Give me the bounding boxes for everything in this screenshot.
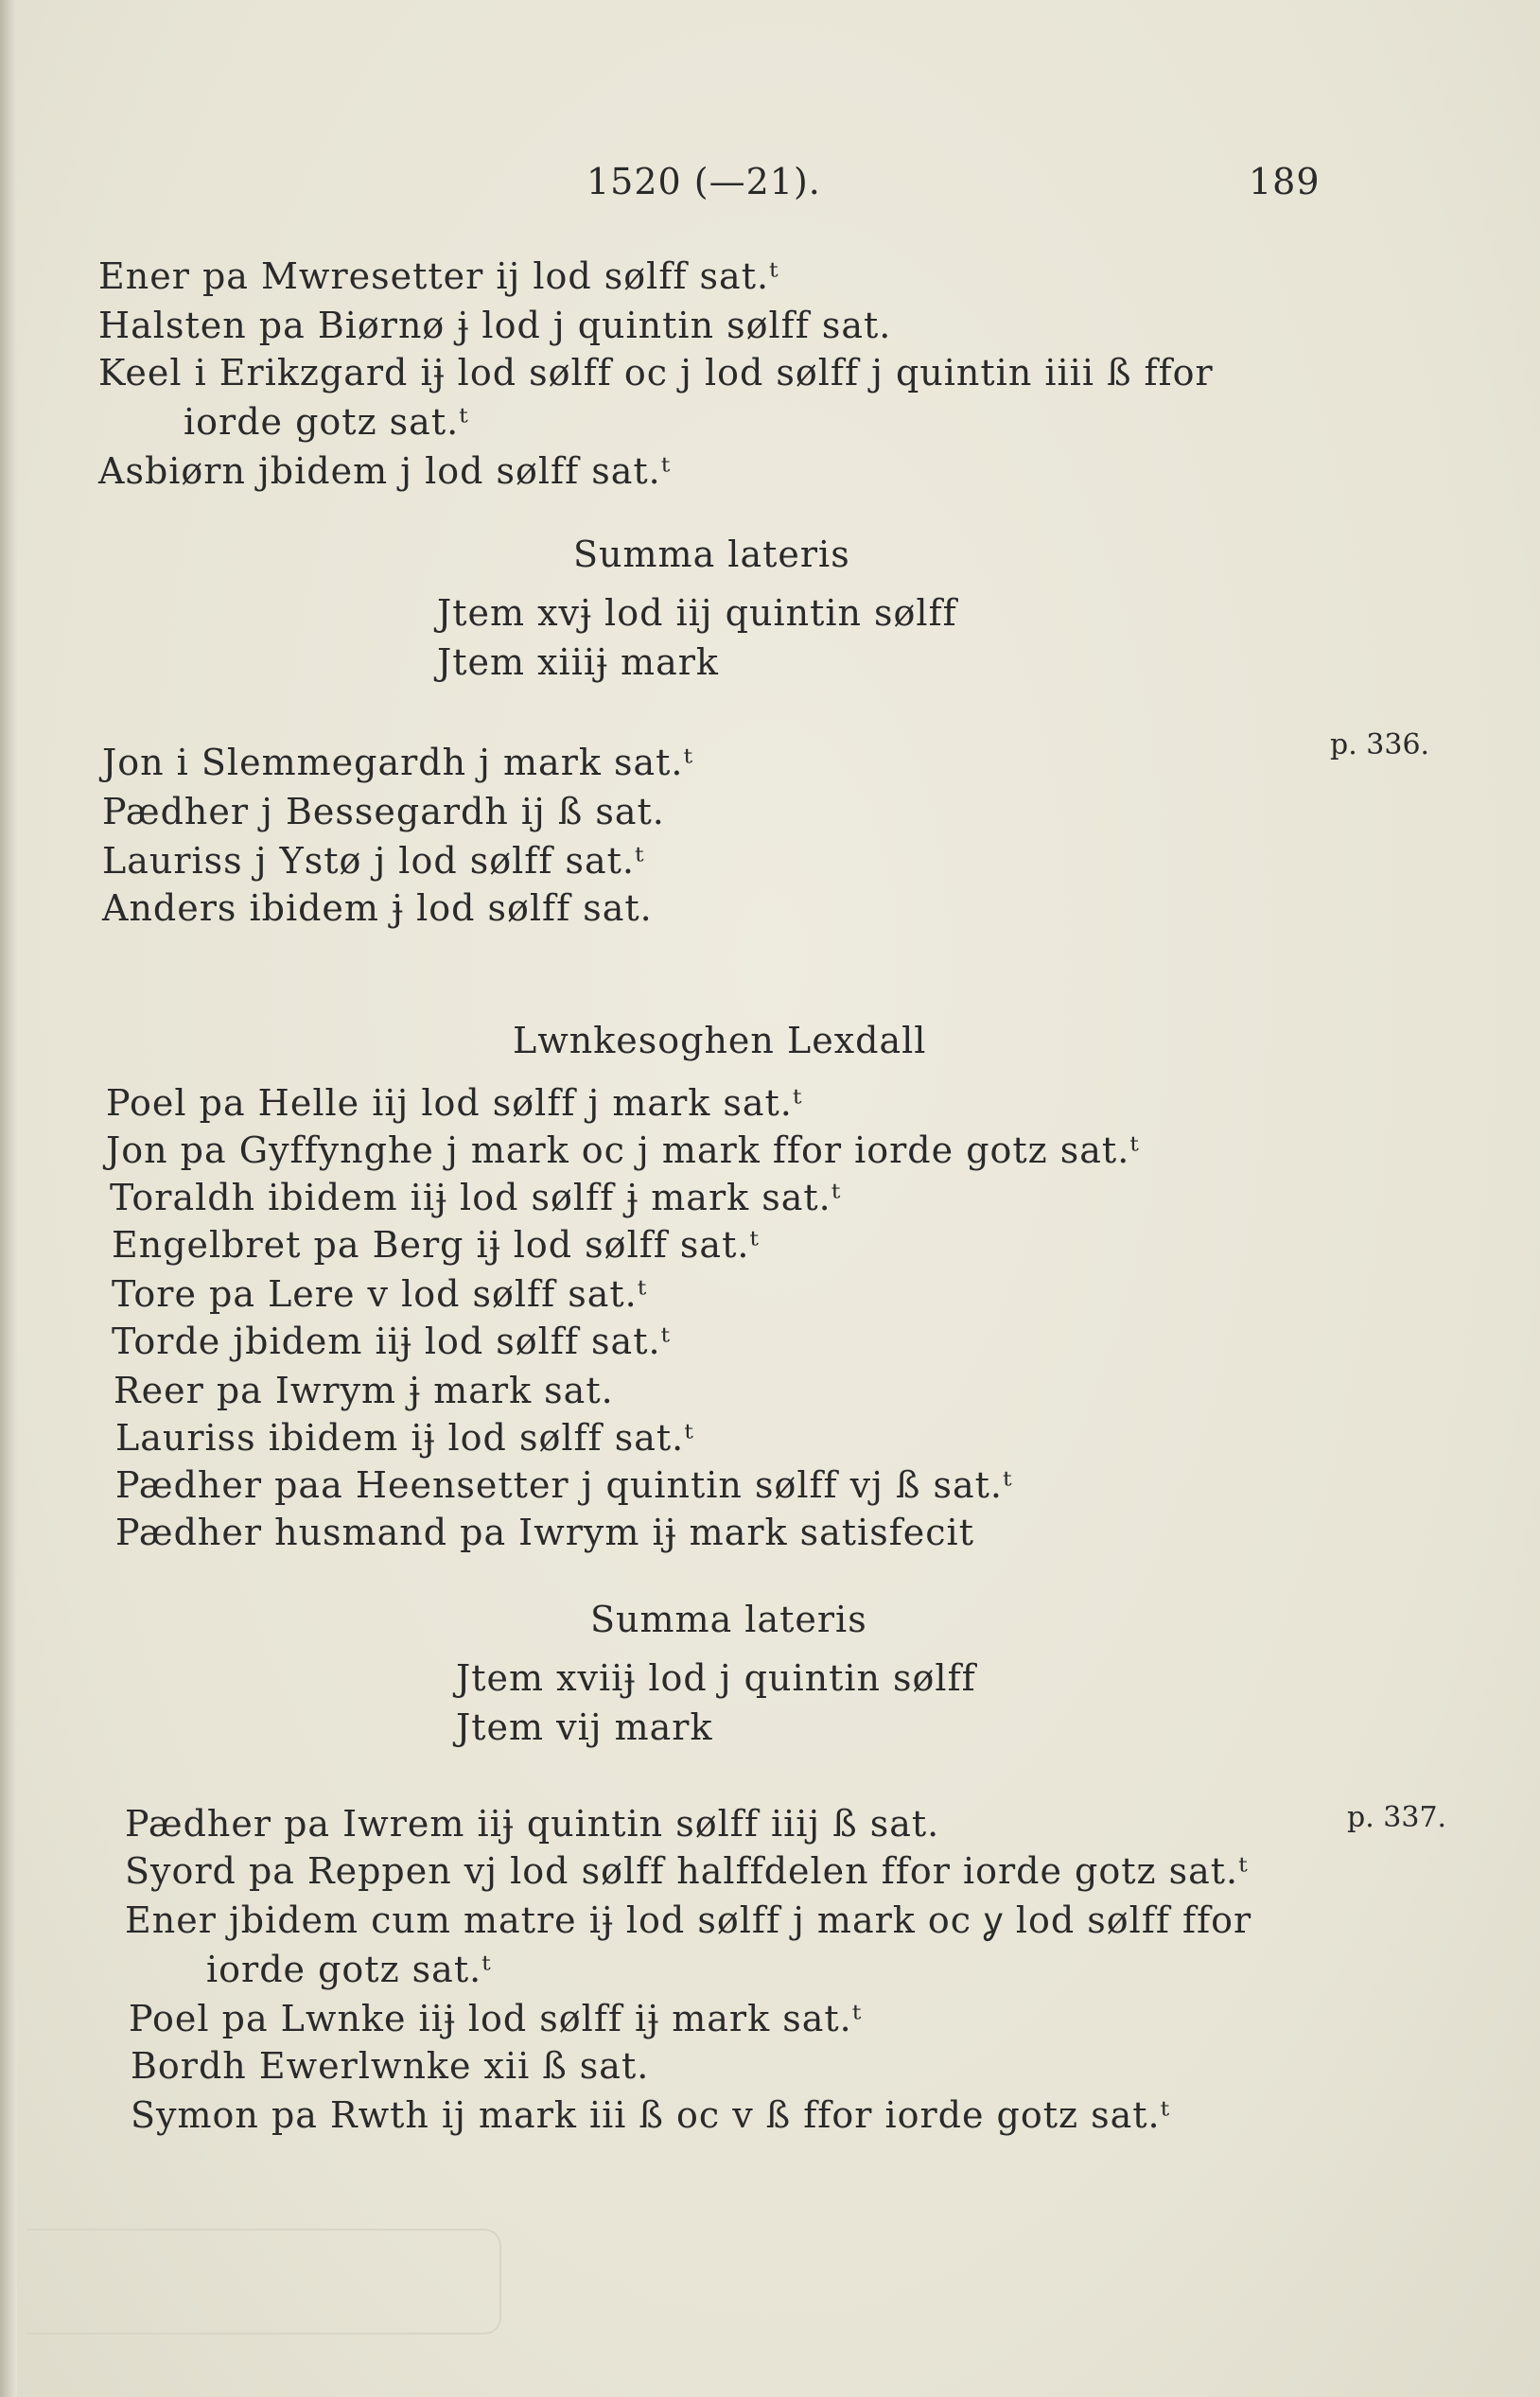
entry-line: Ener jbidem cum matre iɉ lod sølff j mark oc ỿ lod sølff ffor	[125, 1899, 1252, 1941]
entry-line: Halsten pa Biørnø ɉ lod j quintin sølff sat.	[98, 305, 892, 346]
summa-item: Jtem vij mark	[456, 1706, 713, 1748]
entry-line: Lauriss j Ystø j lod sølff sat.ᵗ	[102, 840, 645, 882]
entry-line-continuation: iorde gotz sat.ᵗ	[206, 1949, 492, 1990]
running-head: 1520 (—21).	[586, 161, 821, 202]
entry-line: Jon i Slemmegardh j mark sat.ᵗ	[102, 742, 693, 783]
section-title: Lwnkesoghen Lexdall	[513, 1020, 927, 1061]
entry-line: Poel pa Lwnke iiɉ lod sølff iɉ mark sat.ᵗ	[129, 1998, 863, 2039]
page-number: 189	[1249, 161, 1321, 202]
entry-line: Tore pa Lere v lod sølff sat.ᵗ	[112, 1273, 648, 1315]
entry-line: Pædher j Bessegardh ij ß sat.	[102, 791, 665, 832]
entry-line: Keel i Erikzgard iɉ lod sølff oc j lod sølff j quintin iiii ß ffor	[98, 352, 1214, 394]
summa-title: Summa lateris	[573, 534, 850, 575]
entry-line: Jon pa Gyffynghe j mark oc j mark ffor iorde gotz sat.ᵗ	[106, 1129, 1140, 1171]
summa-item: Jtem xvɉ lod iij quintin sølff	[437, 592, 957, 634]
entry-line: Reer pa Iwrym ɉ mark sat.	[114, 1370, 614, 1411]
entry-line: Syord pa Reppen vj lod sølff halffdelen ffor iorde gotz sat.ᵗ	[125, 1850, 1249, 1892]
entry-line: Pædher husmand pa Iwrym iɉ mark satisfecit	[115, 1512, 974, 1553]
summa-item: Jtem xiiiɉ mark	[437, 641, 719, 683]
entry-line: Ener pa Mwresetter ij lod sølff sat.ᵗ	[98, 255, 779, 297]
entry-line: Asbiørn jbidem j lod sølff sat.ᵗ	[98, 450, 672, 492]
margin-page-ref: p. 336.	[1330, 728, 1430, 761]
margin-page-ref: p. 337.	[1347, 1801, 1447, 1834]
entry-line: Pædher pa Iwrem iiɉ quintin sølff iiij ß sat.	[125, 1803, 940, 1845]
entry-line: Symon pa Rwth ij mark iii ß oc v ß ffor iorde gotz sat.ᵗ	[131, 2094, 1170, 2136]
entry-line-continuation: iorde gotz sat.ᵗ	[184, 401, 469, 443]
entry-line: Pædher paa Heensetter j quintin sølff vj ß sat.ᵗ	[115, 1464, 1013, 1506]
entry-line: Bordh Ewerlwnke xii ß sat.	[131, 2045, 650, 2087]
entry-line: Torde jbidem iiɉ lod sølff sat.ᵗ	[112, 1321, 671, 1362]
entry-line: Lauriss ibidem iɉ lod sølff sat.ᵗ	[115, 1417, 694, 1459]
summa-title: Summa lateris	[590, 1599, 867, 1640]
summa-item: Jtem xviiɉ lod j quintin sølff	[456, 1657, 976, 1699]
page-spine-shadow	[0, 0, 17, 2397]
page-fold-mark	[26, 2229, 501, 2335]
entry-line: Toraldh ibidem iiɉ lod sølff ɉ mark sat.ᵗ	[110, 1177, 842, 1218]
entry-line: Poel pa Helle iij lod sølff j mark sat.ᵗ	[106, 1082, 803, 1124]
entry-line: Anders ibidem ɉ lod sølff sat.	[102, 887, 653, 929]
entry-line: Engelbret pa Berg iɉ lod sølff sat.ᵗ	[112, 1224, 760, 1266]
